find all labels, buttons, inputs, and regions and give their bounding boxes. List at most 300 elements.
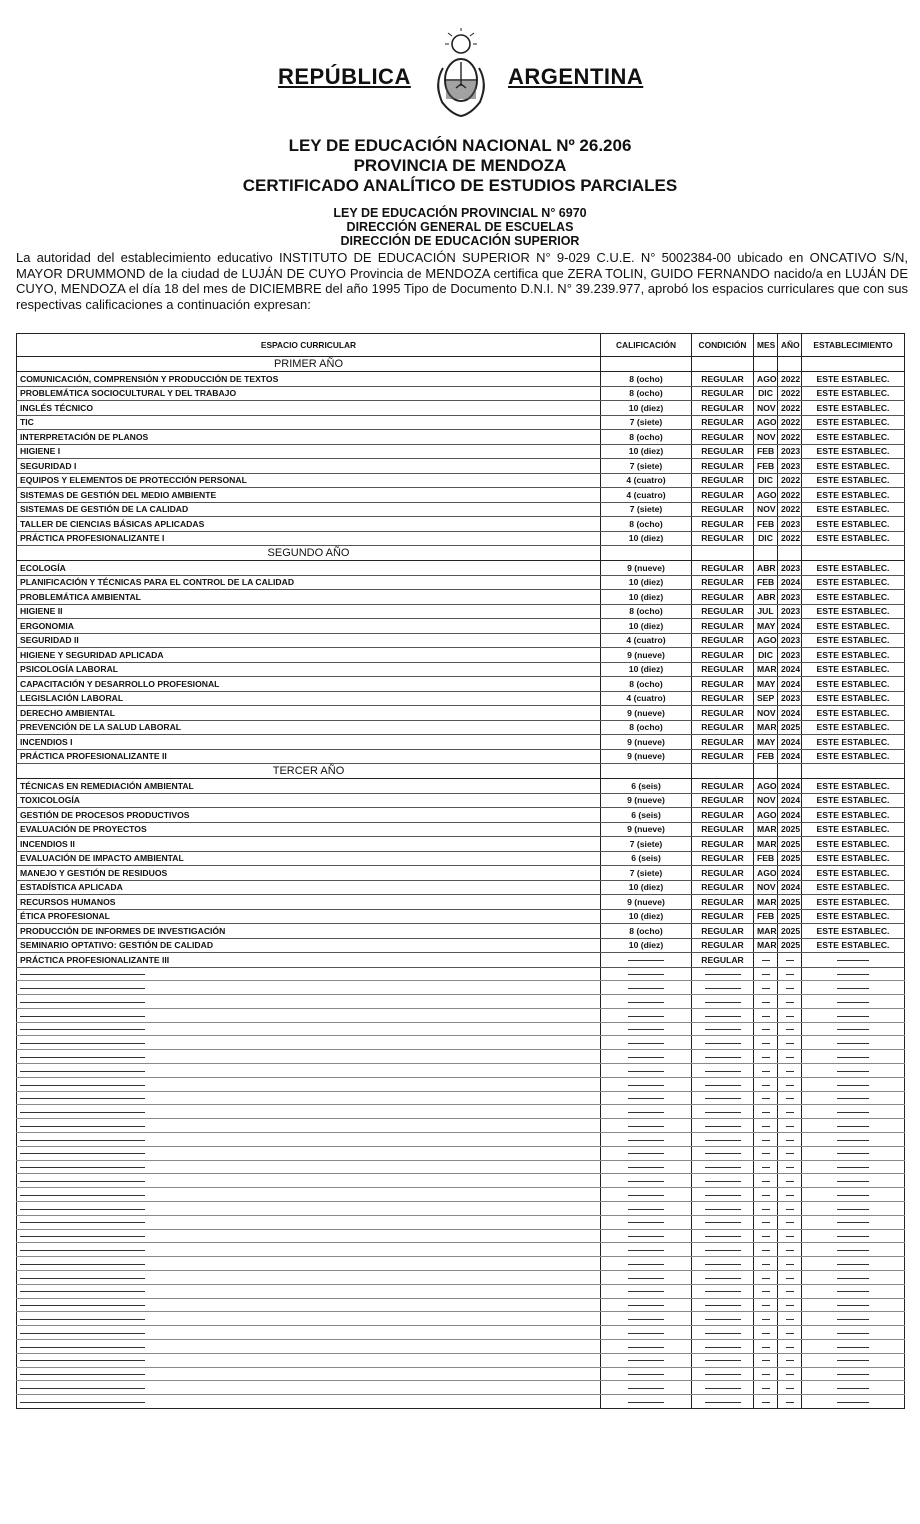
table-row (17, 735, 905, 750)
blank-dash (762, 1305, 770, 1306)
cell-condition: REGULAR (692, 473, 754, 488)
empty-cell (692, 546, 754, 561)
cell-condition: REGULAR (692, 575, 754, 590)
blank-cell (778, 967, 802, 981)
blank-cell (17, 1105, 601, 1119)
table-row (17, 502, 905, 517)
blank-row (17, 1395, 905, 1409)
blank-cell (754, 1105, 778, 1119)
cell-year: 2024 (778, 619, 802, 634)
cell-subject: TALLER DE CIENCIAS BÁSICAS APLICADAS (17, 517, 601, 532)
blank-dash (705, 1112, 741, 1113)
blank-dash (20, 1181, 145, 1182)
blank-dash (786, 960, 794, 961)
blank-row (17, 1229, 905, 1243)
blank-cell (17, 1036, 601, 1050)
blank-cell (692, 1353, 754, 1367)
blank-cell (601, 1160, 692, 1174)
cell-year: 2023 (778, 561, 802, 576)
cell-condition: REGULAR (692, 779, 754, 794)
blank-dash (20, 1236, 145, 1237)
national-coat-of-arms-icon (426, 28, 496, 118)
blank-dash (628, 1167, 664, 1168)
blank-cell (778, 1298, 802, 1312)
cell-year: 2025 (778, 895, 802, 910)
blank-dash (786, 1264, 794, 1265)
blank-dash (705, 1236, 741, 1237)
blank-cell (778, 1133, 802, 1147)
table-row (17, 880, 905, 895)
blank-dash (837, 1085, 869, 1086)
blank-dash (705, 1360, 741, 1361)
cell-month: MAR (754, 837, 778, 852)
cell-condition: REGULAR (692, 880, 754, 895)
table-row (17, 473, 905, 488)
blank-dash (786, 1057, 794, 1058)
blank-cell (601, 1326, 692, 1340)
cell-school: ESTE ESTABLEC. (802, 488, 905, 503)
cell-condition: REGULAR (692, 648, 754, 663)
blank-dash (786, 1402, 794, 1403)
empty-cell (692, 357, 754, 372)
cell-subject: COMUNICACIÓN, COMPRENSIÓN Y PRODUCCIÓN DE TEXTOS (17, 372, 601, 387)
blank-cell (692, 1312, 754, 1326)
cell-month: AGO (754, 488, 778, 503)
cell-condition: REGULAR (692, 401, 754, 416)
cell-grade: 7 (siete) (601, 459, 692, 474)
blank-dash (628, 1098, 664, 1099)
table-row (17, 662, 905, 677)
blank-cell (754, 1271, 778, 1285)
blank-cell (601, 1105, 692, 1119)
cell-condition: REGULAR (692, 372, 754, 387)
blank-dash (628, 1153, 664, 1154)
blank-dash (705, 1029, 741, 1030)
cell-year: 2023 (778, 648, 802, 663)
blank-dash (762, 1085, 770, 1086)
blank-cell (754, 1395, 778, 1409)
blank-dash (762, 1222, 770, 1223)
blank-cell (802, 1353, 905, 1367)
blank-cell (754, 1036, 778, 1050)
blank-cell (778, 1243, 802, 1257)
blank-dash (762, 1153, 770, 1154)
blank-cell (692, 1091, 754, 1105)
blank-cell (778, 1188, 802, 1202)
blank-dash (837, 1278, 869, 1279)
cell-subject: PROBLEMÁTICA SOCIOCULTURAL Y DEL TRABAJO (17, 386, 601, 401)
blank-dash (837, 988, 869, 989)
blank-cell (17, 1146, 601, 1160)
table-row (17, 575, 905, 590)
header-grade: CALIFICACIÓN (601, 334, 692, 357)
cell-year: 2024 (778, 808, 802, 823)
blank-dash (762, 1402, 770, 1403)
blank-dash (628, 1236, 664, 1237)
blank-dash (20, 1291, 145, 1292)
blank-dash (20, 1250, 145, 1251)
blank-cell (754, 1326, 778, 1340)
blank-cell (17, 1050, 601, 1064)
blank-cell (778, 1008, 802, 1022)
cell-month: MAR (754, 895, 778, 910)
blank-row (17, 1064, 905, 1078)
blank-dash (20, 1098, 145, 1099)
blank-row (17, 995, 905, 1009)
blank-dash (786, 1085, 794, 1086)
blank-dash (837, 1333, 869, 1334)
cell-school: ESTE ESTABLEC. (802, 662, 905, 677)
blank-cell (601, 1064, 692, 1078)
blank-dash (628, 1305, 664, 1306)
blank-cell (601, 1050, 692, 1064)
cell-condition: REGULAR (692, 808, 754, 823)
blank-cell (778, 1050, 802, 1064)
blank-cell (778, 1036, 802, 1050)
cell-grade: 4 (cuatro) (601, 691, 692, 706)
cell-subject: HIGIENE II (17, 604, 601, 619)
blank-cell (802, 1340, 905, 1354)
blank-dash (762, 960, 770, 961)
blank-cell (802, 1312, 905, 1326)
cell-grade: 4 (cuatro) (601, 488, 692, 503)
blank-dash (20, 1222, 145, 1223)
blank-cell (17, 1022, 601, 1036)
blank-cell (754, 1215, 778, 1229)
argentina-heading: ARGENTINA (508, 64, 644, 89)
blank-cell (692, 1367, 754, 1381)
blank-dash (628, 1140, 664, 1141)
blank-cell (778, 1146, 802, 1160)
blank-dash (786, 1388, 794, 1389)
cell-condition: REGULAR (692, 909, 754, 924)
blank-dash (628, 1029, 664, 1030)
cell-year: 2024 (778, 575, 802, 590)
cell-subject: HIGIENE I (17, 444, 601, 459)
blank-cell (692, 1008, 754, 1022)
blank-row (17, 1036, 905, 1050)
blank-dash (705, 1071, 741, 1072)
blank-dash (20, 1305, 145, 1306)
cell-subject: INTERPRETACIÓN DE PLANOS (17, 430, 601, 445)
blank-cell (601, 1091, 692, 1105)
table-row (17, 779, 905, 794)
blank-cell (778, 1367, 802, 1381)
blank-cell (601, 967, 692, 981)
table-row (17, 793, 905, 808)
cell-month: AGO (754, 808, 778, 823)
blank-dash (786, 1333, 794, 1334)
cell-year: 2023 (778, 590, 802, 605)
blank-cell (692, 1105, 754, 1119)
title-certificate: CERTIFICADO ANALÍTICO DE ESTUDIOS PARCIALES (242, 176, 678, 195)
blank-row (17, 1105, 905, 1119)
cell-month: MAY (754, 735, 778, 750)
blank-cell (778, 1284, 802, 1298)
blank-cell (17, 1064, 601, 1078)
blank-dash (786, 974, 794, 975)
cell-subject: CAPACITACIÓN Y DESARROLLO PROFESIONAL (17, 677, 601, 692)
blank-cell (778, 1215, 802, 1229)
cell-subject: TOXICOLOGÍA (17, 793, 601, 808)
blank-dash (762, 1181, 770, 1182)
cell-month: AGO (754, 415, 778, 430)
blank-dash (786, 1098, 794, 1099)
cell-year: 2025 (778, 837, 802, 852)
cell-grade (601, 953, 692, 968)
cell-condition: REGULAR (692, 590, 754, 605)
cell-grade: 10 (diez) (601, 909, 692, 924)
blank-cell (601, 1174, 692, 1188)
blank-cell (754, 1257, 778, 1271)
blank-cell (17, 1133, 601, 1147)
cell-month: MAR (754, 720, 778, 735)
year-section-label: SEGUNDO AÑO (17, 546, 601, 561)
blank-cell (601, 1353, 692, 1367)
cell-subject: HIGIENE Y SEGURIDAD APLICADA (17, 648, 601, 663)
blank-dash (762, 1333, 770, 1334)
cell-month: NOV (754, 706, 778, 721)
cell-month: JUL (754, 604, 778, 619)
blank-row (17, 1257, 905, 1271)
blank-dash (837, 1250, 869, 1251)
cell-year (778, 953, 802, 968)
blank-dash (762, 1016, 770, 1017)
blank-row (17, 1353, 905, 1367)
blank-dash (786, 1374, 794, 1375)
cell-school: ESTE ESTABLEC. (802, 531, 905, 546)
blank-dash (837, 1305, 869, 1306)
blank-dash (837, 1002, 869, 1003)
cell-school: ESTE ESTABLEC. (802, 459, 905, 474)
blank-row (17, 1119, 905, 1133)
blank-dash (837, 1374, 869, 1375)
cell-grade: 10 (diez) (601, 619, 692, 634)
blank-dash (705, 1140, 741, 1141)
blank-cell (754, 1160, 778, 1174)
blank-cell (601, 1119, 692, 1133)
cell-grade: 9 (nueve) (601, 822, 692, 837)
cell-condition: REGULAR (692, 517, 754, 532)
blank-cell (692, 1146, 754, 1160)
cell-year: 2023 (778, 691, 802, 706)
cell-school: ESTE ESTABLEC. (802, 648, 905, 663)
blank-dash (628, 1085, 664, 1086)
blank-row (17, 1326, 905, 1340)
cell-condition: REGULAR (692, 822, 754, 837)
blank-cell (778, 1353, 802, 1367)
blank-row (17, 1146, 905, 1160)
cell-month: MAR (754, 822, 778, 837)
blank-cell (601, 1340, 692, 1354)
cell-month: MAR (754, 662, 778, 677)
cell-grade: 7 (siete) (601, 837, 692, 852)
cell-month: MAY (754, 619, 778, 634)
table-row (17, 386, 905, 401)
blank-cell (601, 1008, 692, 1022)
cell-month (754, 953, 778, 968)
blank-cell (754, 1381, 778, 1395)
blank-cell (692, 1133, 754, 1147)
cell-year: 2024 (778, 866, 802, 881)
blank-dash (837, 1016, 869, 1017)
blank-dash (628, 1126, 664, 1127)
blank-cell (754, 1188, 778, 1202)
cell-grade: 10 (diez) (601, 590, 692, 605)
cell-condition: REGULAR (692, 735, 754, 750)
blank-dash (762, 1140, 770, 1141)
cell-condition: REGULAR (692, 604, 754, 619)
cell-month: DIC (754, 531, 778, 546)
cell-school: ESTE ESTABLEC. (802, 909, 905, 924)
cell-school: ESTE ESTABLEC. (802, 415, 905, 430)
blank-cell (601, 981, 692, 995)
cell-month: DIC (754, 386, 778, 401)
blank-dash (628, 1071, 664, 1072)
blank-dash (705, 1181, 741, 1182)
table-row (17, 590, 905, 605)
blank-dash (628, 1057, 664, 1058)
cell-grade: 6 (seis) (601, 808, 692, 823)
blank-cell (802, 1271, 905, 1285)
cell-condition: REGULAR (692, 851, 754, 866)
blank-dash (837, 1360, 869, 1361)
cell-month: NOV (754, 880, 778, 895)
blank-dash (705, 1098, 741, 1099)
blank-cell (778, 1105, 802, 1119)
cell-grade: 9 (nueve) (601, 735, 692, 750)
blank-dash (786, 1305, 794, 1306)
blank-cell (802, 1215, 905, 1229)
blank-cell (17, 1077, 601, 1091)
blank-dash (762, 1374, 770, 1375)
blank-dash (20, 1264, 145, 1265)
empty-cell (778, 357, 802, 372)
blank-dash (628, 1347, 664, 1348)
blank-dash (628, 1209, 664, 1210)
cell-grade: 7 (siete) (601, 415, 692, 430)
blank-cell (754, 1229, 778, 1243)
blank-row (17, 1050, 905, 1064)
blank-cell (802, 1133, 905, 1147)
blank-dash (786, 1209, 794, 1210)
cell-year: 2024 (778, 880, 802, 895)
cell-month: DIC (754, 473, 778, 488)
blank-dash (786, 1291, 794, 1292)
cell-month: NOV (754, 502, 778, 517)
blank-cell (601, 1284, 692, 1298)
blank-dash (20, 1209, 145, 1210)
cell-subject: RECURSOS HUMANOS (17, 895, 601, 910)
cell-month: DIC (754, 648, 778, 663)
cell-year: 2023 (778, 459, 802, 474)
table-row (17, 531, 905, 546)
blank-dash (628, 1250, 664, 1251)
table-row (17, 619, 905, 634)
blank-cell (778, 1091, 802, 1105)
blank-cell (778, 1160, 802, 1174)
cell-grade: 6 (seis) (601, 779, 692, 794)
cell-school: ESTE ESTABLEC. (802, 517, 905, 532)
blank-dash (20, 1167, 145, 1168)
table-row (17, 633, 905, 648)
blank-cell (601, 1367, 692, 1381)
blank-cell (17, 1367, 601, 1381)
blank-dash (20, 1333, 145, 1334)
blank-cell (692, 1119, 754, 1133)
blank-cell (754, 1077, 778, 1091)
cell-grade: 10 (diez) (601, 401, 692, 416)
blank-cell (692, 1271, 754, 1285)
cell-grade: 8 (ocho) (601, 517, 692, 532)
table-row (17, 895, 905, 910)
blank-cell (754, 1050, 778, 1064)
blank-dash (628, 1181, 664, 1182)
cell-subject: DERECHO AMBIENTAL (17, 706, 601, 721)
blank-dash (762, 1264, 770, 1265)
blank-dash (837, 1167, 869, 1168)
cell-grade: 10 (diez) (601, 938, 692, 953)
blank-cell (754, 981, 778, 995)
cell-condition: REGULAR (692, 837, 754, 852)
blank-cell (692, 967, 754, 981)
cell-school: ESTE ESTABLEC. (802, 444, 905, 459)
cell-grade: 8 (ocho) (601, 430, 692, 445)
blank-dash (786, 1319, 794, 1320)
blank-cell (802, 995, 905, 1009)
blank-dash (20, 988, 145, 989)
table-row (17, 953, 905, 968)
cell-school: ESTE ESTABLEC. (802, 866, 905, 881)
cell-grade: 9 (nueve) (601, 648, 692, 663)
blank-dash (705, 1264, 741, 1265)
empty-cell (802, 546, 905, 561)
cell-condition: REGULAR (692, 924, 754, 939)
cell-year: 2022 (778, 531, 802, 546)
blank-cell (601, 1133, 692, 1147)
empty-cell (802, 357, 905, 372)
cell-year: 2024 (778, 749, 802, 764)
blank-cell (17, 1174, 601, 1188)
blank-cell (802, 1091, 905, 1105)
table-row (17, 561, 905, 576)
cell-grade: 7 (siete) (601, 866, 692, 881)
cell-month: AGO (754, 633, 778, 648)
blank-row (17, 1202, 905, 1216)
blank-dash (837, 1264, 869, 1265)
certification-paragraph: La autoridad del establecimiento educativo INSTITUTO DE EDUCACIÓN SUPERIOR N° 9-029 C.U.E. N° 5002384-00 ubicado en ONCATIVO S/N, MAYOR DRUMMOND de la ciudad de LUJÁN DE CUYO Provincia de MENDOZA certifica que ZERA TOLIN, GUIDO FERNANDO nacido/a en LUJÁN DE CUYO, MENDOZA el día 18 del mes de DICIEMBRE del año 1995 Tipo de Documento D.N.I. N° 39.239.977, aprobó los espacios curriculares que con sus respectivas calificaciones a continuación expresan: (16, 250, 908, 312)
blank-row (17, 1077, 905, 1091)
blank-cell (754, 1243, 778, 1257)
empty-cell (601, 764, 692, 779)
blank-cell (754, 967, 778, 981)
cell-school: ESTE ESTABLEC. (802, 822, 905, 837)
cell-grade: 8 (ocho) (601, 924, 692, 939)
blank-cell (692, 1243, 754, 1257)
table-body (17, 357, 905, 1409)
cell-condition: REGULAR (692, 488, 754, 503)
cell-school: ESTE ESTABLEC. (802, 924, 905, 939)
blank-cell (692, 1160, 754, 1174)
cell-month: ABR (754, 590, 778, 605)
blank-dash (786, 1112, 794, 1113)
blank-dash (837, 1319, 869, 1320)
blank-dash (762, 1098, 770, 1099)
blank-cell (601, 1077, 692, 1091)
blank-cell (692, 1340, 754, 1354)
cell-school (802, 953, 905, 968)
blank-cell (754, 1284, 778, 1298)
